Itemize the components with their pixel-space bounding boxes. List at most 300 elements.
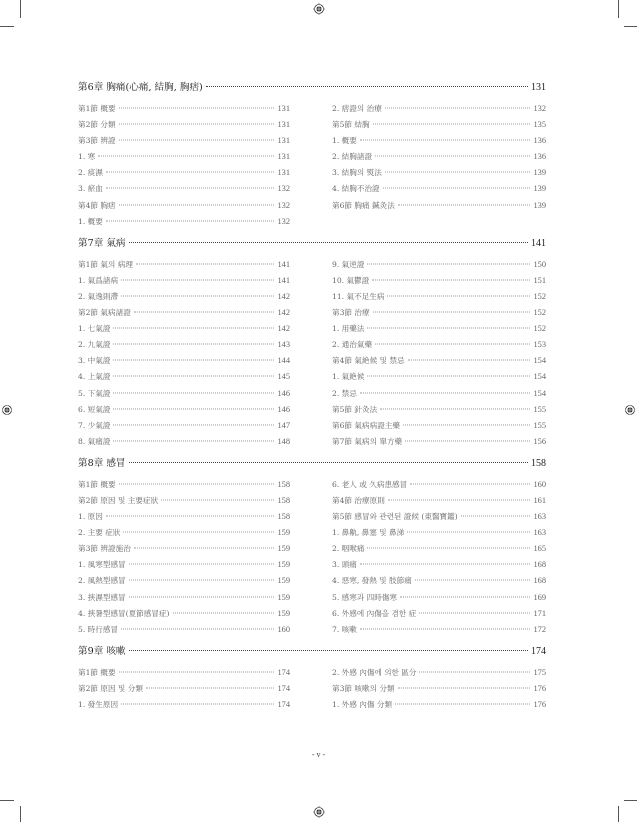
toc-entry[interactable] bbox=[78, 557, 290, 573]
entry-column-left bbox=[78, 665, 290, 713]
chapter-entries bbox=[78, 477, 546, 638]
dot-leader bbox=[367, 328, 530, 329]
entry-label: 6. 老人 或 久病患感冒 bbox=[332, 479, 408, 489]
entry-label: 7. 咳嗽 bbox=[332, 624, 357, 634]
entry-page: 159 bbox=[277, 592, 290, 602]
dot-leader bbox=[129, 564, 275, 565]
entry-label: 4. 惡寒, 發熱 및 肢節痛 bbox=[332, 576, 412, 586]
toc-entry[interactable] bbox=[78, 198, 290, 214]
entry-page: 154 bbox=[533, 372, 546, 382]
entry-label: 2. 外感 內傷에 의한 區分 bbox=[332, 667, 417, 677]
entry-page: 159 bbox=[277, 608, 290, 618]
entry-page: 161 bbox=[533, 495, 546, 505]
entry-label: 2. 痰濕 bbox=[78, 168, 103, 178]
dot-leader bbox=[385, 108, 531, 109]
chapter-heading[interactable] bbox=[78, 644, 546, 660]
dot-leader bbox=[129, 650, 528, 651]
entry-page: 147 bbox=[277, 420, 290, 430]
toc-entry[interactable] bbox=[78, 101, 290, 117]
entry-page: 132 bbox=[533, 104, 546, 113]
dot-leader bbox=[372, 279, 530, 280]
dot-leader bbox=[360, 140, 531, 141]
entry-label: 第3節 辨證施治 bbox=[78, 544, 131, 554]
entry-label: 6. 短氣證 bbox=[78, 404, 111, 414]
dot-leader bbox=[106, 172, 275, 173]
entry-page: 174 bbox=[277, 700, 290, 709]
toc-entry[interactable] bbox=[332, 198, 546, 214]
toc-entry[interactable] bbox=[78, 606, 290, 622]
entry-label: 5. 時行感冒 bbox=[78, 624, 119, 634]
entry-label: 2. 結胸諸證 bbox=[332, 152, 373, 162]
entry-page: 131 bbox=[277, 168, 290, 178]
entry-page: 143 bbox=[277, 340, 290, 350]
entry-label: 1. 寒 bbox=[78, 152, 96, 162]
entry-column-left bbox=[78, 101, 290, 230]
entry-label: 2. 咽喉痛 bbox=[332, 544, 365, 554]
entry-label: 第2節 原因 및 主要症狀 bbox=[78, 495, 159, 505]
crop-mark-bottom-left-h bbox=[0, 800, 14, 801]
entry-label: 7. 少氣證 bbox=[78, 420, 111, 430]
toc-entry[interactable] bbox=[78, 133, 290, 149]
dot-leader bbox=[375, 156, 530, 157]
dot-leader bbox=[121, 279, 274, 280]
dot-leader bbox=[113, 408, 274, 409]
toc-entry[interactable] bbox=[78, 477, 290, 493]
entry-label: 1. 氣絶候 bbox=[332, 372, 365, 382]
dot-leader bbox=[415, 580, 531, 581]
toc-entry[interactable] bbox=[78, 402, 290, 418]
toc-entry[interactable] bbox=[78, 681, 290, 697]
entry-page: 139 bbox=[533, 184, 546, 194]
entry-label: 第2節 原因 및 分類 bbox=[78, 683, 143, 693]
dot-leader bbox=[134, 312, 275, 313]
toc-entry[interactable] bbox=[78, 353, 290, 369]
entry-page: 159 bbox=[277, 560, 290, 570]
toc-entry[interactable] bbox=[332, 541, 546, 557]
entry-label: 第2節 分類 bbox=[78, 120, 116, 130]
chapter-entries bbox=[78, 665, 546, 713]
dot-leader bbox=[113, 440, 274, 441]
crop-mark-top-right-v bbox=[618, 0, 619, 18]
entry-page: 135 bbox=[533, 120, 546, 130]
entry-label: 5. 感寒과 四時傷寒 bbox=[332, 592, 397, 602]
toc-entry[interactable] bbox=[332, 289, 546, 305]
toc-entry[interactable] bbox=[332, 305, 546, 321]
entry-label: 1. 概要 bbox=[78, 216, 103, 226]
toc-entry[interactable] bbox=[78, 622, 290, 638]
entry-page: 165 bbox=[533, 544, 546, 554]
toc-entry[interactable] bbox=[332, 557, 546, 573]
table-of-contents bbox=[78, 80, 546, 719]
dot-leader bbox=[410, 483, 530, 484]
entry-label: 第5節 結胸 bbox=[332, 120, 370, 130]
entry-page: 176 bbox=[533, 683, 546, 693]
entry-label: 4. 上氣證 bbox=[78, 372, 111, 382]
entry-label: 第3節 治療 bbox=[332, 308, 370, 318]
dot-leader bbox=[121, 704, 274, 705]
dot-leader bbox=[121, 295, 274, 296]
toc-entry[interactable] bbox=[332, 273, 546, 289]
toc-entry[interactable] bbox=[332, 181, 546, 197]
entry-label: 6. 外感에 內傷을 겸한 症 bbox=[332, 608, 417, 618]
dot-leader bbox=[129, 462, 528, 463]
chapter-page: 158 bbox=[531, 457, 546, 469]
entry-label: 3. 挾濕型感冒 bbox=[78, 592, 126, 602]
dot-leader bbox=[98, 156, 274, 157]
dot-leader bbox=[136, 263, 274, 264]
toc-entry[interactable] bbox=[332, 622, 546, 638]
entry-page: 174 bbox=[277, 683, 290, 693]
toc-entry[interactable] bbox=[78, 665, 290, 681]
dot-leader bbox=[119, 204, 275, 205]
toc-entry[interactable] bbox=[332, 165, 546, 181]
crop-mark-bottom-right-h bbox=[624, 800, 637, 801]
entry-page: 139 bbox=[533, 168, 546, 178]
entry-page: 154 bbox=[533, 356, 546, 366]
toc-entry[interactable] bbox=[332, 369, 546, 385]
entry-page: 141 bbox=[277, 275, 290, 285]
entry-page: 131 bbox=[277, 104, 290, 113]
entry-label: 第5節 感冒와 관련된 證候 (東醫寶鑑) bbox=[332, 512, 458, 522]
dot-leader bbox=[360, 628, 531, 629]
dot-leader bbox=[405, 440, 530, 441]
dot-leader bbox=[400, 596, 530, 597]
dot-leader bbox=[113, 376, 274, 377]
chapter-heading[interactable] bbox=[78, 456, 546, 472]
entry-label: 第1節 氣의 病理 bbox=[78, 259, 133, 269]
toc-entry[interactable] bbox=[78, 493, 290, 509]
entry-label: 2. 風熱型感冒 bbox=[78, 576, 126, 586]
entry-page: 163 bbox=[533, 528, 546, 538]
dot-leader bbox=[373, 312, 531, 313]
entry-page: 142 bbox=[277, 324, 290, 334]
toc-entry[interactable] bbox=[332, 353, 546, 369]
chapter-title: 第6章 胸痛(心痛, 結胸, 胸痞) bbox=[78, 82, 203, 93]
entry-page: 131 bbox=[277, 136, 290, 146]
entry-page: 160 bbox=[533, 479, 546, 489]
entry-label: 第5節 針灸法 bbox=[332, 404, 378, 414]
dot-leader bbox=[113, 360, 274, 361]
entry-column-left bbox=[78, 477, 290, 638]
dot-leader bbox=[119, 124, 275, 125]
entry-label: 2. 通治氣藥 bbox=[332, 340, 373, 350]
entry-label: 1. 風寒型感冒 bbox=[78, 560, 126, 570]
dot-leader bbox=[119, 140, 275, 141]
entry-page: 174 bbox=[277, 667, 290, 677]
registration-mark-bottom-icon bbox=[313, 806, 325, 818]
entry-label: 第1節 概要 bbox=[78, 479, 116, 489]
toc-entry[interactable] bbox=[78, 697, 290, 713]
entry-page: 146 bbox=[277, 388, 290, 398]
entry-label: 5. 下氣證 bbox=[78, 388, 111, 398]
toc-entry[interactable] bbox=[332, 101, 546, 117]
entry-page: 151 bbox=[533, 275, 546, 285]
entry-page: 132 bbox=[277, 200, 290, 210]
entry-label: 第3節 辨證 bbox=[78, 136, 116, 146]
entry-page: 145 bbox=[277, 372, 290, 382]
entry-page: 159 bbox=[277, 528, 290, 538]
chapter-entries bbox=[78, 257, 546, 450]
entry-page: 150 bbox=[533, 259, 546, 269]
chapter-page: 141 bbox=[531, 237, 546, 249]
dot-leader bbox=[123, 532, 274, 533]
dot-leader bbox=[398, 204, 531, 205]
toc-entry[interactable] bbox=[332, 665, 546, 681]
toc-entry[interactable] bbox=[332, 525, 546, 541]
toc-entry[interactable] bbox=[78, 369, 290, 385]
entry-page: 152 bbox=[533, 291, 546, 301]
toc-entry[interactable] bbox=[78, 257, 290, 273]
toc-entry[interactable] bbox=[78, 541, 290, 557]
entry-label: 2. 痞證의 治療 bbox=[332, 104, 382, 113]
toc-entry[interactable] bbox=[78, 509, 290, 525]
entry-page: 131 bbox=[277, 152, 290, 162]
entry-label: 4. 挾暑型感冒(夏節感冒症) bbox=[78, 608, 170, 618]
dot-leader bbox=[388, 499, 531, 500]
entry-label: 1. 用藥法 bbox=[332, 324, 365, 334]
toc-entry[interactable] bbox=[332, 337, 546, 353]
dot-leader bbox=[129, 242, 528, 243]
dot-leader bbox=[380, 408, 530, 409]
dot-leader bbox=[398, 687, 531, 688]
dot-leader bbox=[113, 392, 274, 393]
entry-label: 9. 氣逆證 bbox=[332, 259, 365, 269]
entry-page: 141 bbox=[277, 259, 290, 269]
toc-entry[interactable] bbox=[332, 117, 546, 133]
toc-entry[interactable] bbox=[332, 477, 546, 493]
entry-label: 10. 氣鬱證 bbox=[332, 275, 370, 285]
toc-entry[interactable] bbox=[332, 681, 546, 697]
entry-label: 2. 禁忌 bbox=[332, 388, 357, 398]
entry-page: 136 bbox=[533, 136, 546, 146]
dot-leader bbox=[385, 172, 531, 173]
toc-entry[interactable] bbox=[332, 573, 546, 589]
entry-page: 176 bbox=[533, 700, 546, 709]
entry-label: 第4節 胸痞 bbox=[78, 200, 116, 210]
entry-label: 1. 概要 bbox=[332, 136, 357, 146]
dot-leader bbox=[419, 671, 530, 672]
toc-entry[interactable] bbox=[78, 149, 290, 165]
dot-leader bbox=[403, 424, 530, 425]
entry-page: 142 bbox=[277, 291, 290, 301]
entry-page: 148 bbox=[277, 436, 290, 446]
toc-entry[interactable] bbox=[332, 434, 546, 450]
crop-mark-bottom-right-v bbox=[618, 806, 619, 822]
toc-entry[interactable] bbox=[78, 418, 290, 434]
entry-page: 155 bbox=[533, 420, 546, 430]
page-number: - v - bbox=[311, 750, 326, 759]
chapter-heading[interactable] bbox=[78, 236, 546, 252]
entry-page: 132 bbox=[277, 216, 290, 226]
crop-mark-top-left-h bbox=[0, 26, 14, 27]
entry-label: 1. 發生原因 bbox=[78, 700, 119, 709]
chapter-page: 131 bbox=[531, 82, 546, 93]
entry-page: 136 bbox=[533, 152, 546, 162]
crop-mark-top-right-h bbox=[624, 26, 637, 27]
entry-label: 3. 頭痛 bbox=[332, 560, 357, 570]
toc-entry[interactable] bbox=[332, 386, 546, 402]
entry-page: 159 bbox=[277, 576, 290, 586]
entry-label: 3. 結胸의 熨法 bbox=[332, 168, 382, 178]
toc-entry[interactable] bbox=[332, 509, 546, 525]
toc-entry[interactable] bbox=[332, 257, 546, 273]
crop-mark-top-left-v bbox=[20, 0, 21, 18]
entry-page: 158 bbox=[277, 512, 290, 522]
entry-page: 152 bbox=[533, 324, 546, 334]
entry-label: 第6節 氣病病證主藥 bbox=[332, 420, 400, 430]
toc-entry[interactable] bbox=[78, 305, 290, 321]
toc-entry[interactable] bbox=[332, 418, 546, 434]
chapter-page: 174 bbox=[531, 645, 546, 657]
entry-column-right bbox=[332, 257, 546, 450]
toc-entry[interactable] bbox=[332, 697, 546, 713]
entry-label: 1. 原因 bbox=[78, 512, 103, 522]
toc-entry[interactable] bbox=[332, 133, 546, 149]
toc-entry[interactable] bbox=[332, 402, 546, 418]
entry-page: 155 bbox=[533, 404, 546, 414]
entry-column-right bbox=[332, 101, 546, 230]
toc-entry[interactable] bbox=[78, 214, 290, 230]
entry-page: 153 bbox=[533, 340, 546, 350]
entry-label: 1. 氣爲諸病 bbox=[78, 275, 119, 285]
chapter-entries bbox=[78, 101, 546, 230]
toc-entry[interactable] bbox=[332, 149, 546, 165]
entry-label: 2. 九氣證 bbox=[78, 340, 111, 350]
toc-entry[interactable] bbox=[78, 289, 290, 305]
dot-leader bbox=[119, 671, 275, 672]
dot-leader bbox=[360, 392, 531, 393]
dot-leader bbox=[106, 220, 275, 221]
dot-leader bbox=[119, 108, 275, 109]
dot-leader bbox=[383, 188, 531, 189]
dot-leader bbox=[367, 263, 530, 264]
entry-label: 4. 結胸不治證 bbox=[332, 184, 380, 194]
dot-leader bbox=[419, 612, 530, 613]
toc-entry[interactable] bbox=[78, 165, 290, 181]
toc-entry[interactable] bbox=[332, 321, 546, 337]
dot-leader bbox=[113, 328, 274, 329]
entry-page: 175 bbox=[533, 667, 546, 677]
entry-page: 132 bbox=[277, 184, 290, 194]
chapter-title: 第9章 咳嗽 bbox=[78, 645, 126, 657]
dot-leader bbox=[360, 564, 531, 565]
dot-leader bbox=[408, 360, 531, 361]
dot-leader bbox=[173, 612, 275, 613]
chapter-heading[interactable] bbox=[78, 80, 546, 96]
entry-page: 154 bbox=[533, 388, 546, 398]
entry-label: 第2節 氣病諸證 bbox=[78, 308, 131, 318]
toc-entry[interactable] bbox=[78, 573, 290, 589]
toc-entry[interactable] bbox=[78, 321, 290, 337]
toc-entry[interactable] bbox=[78, 117, 290, 133]
toc-entry[interactable] bbox=[78, 386, 290, 402]
entry-page: 159 bbox=[277, 544, 290, 554]
dot-leader bbox=[113, 424, 274, 425]
registration-mark-right-icon bbox=[624, 404, 636, 416]
dot-leader bbox=[387, 295, 530, 296]
entry-label: 第7節 氣病의 單方藥 bbox=[332, 436, 403, 446]
entry-label: 2. 主要 症狀 bbox=[78, 528, 121, 538]
entry-label: 3. 中氣證 bbox=[78, 356, 111, 366]
entry-label: 第4節 治療原則 bbox=[332, 495, 385, 505]
toc-entry[interactable] bbox=[78, 181, 290, 197]
entry-page: 168 bbox=[533, 576, 546, 586]
dot-leader bbox=[373, 124, 531, 125]
dot-leader bbox=[129, 580, 275, 581]
entry-label: 第6節 胸痛 鍼灸法 bbox=[332, 200, 395, 210]
entry-label: 第4節 氣絶候 및 禁忌 bbox=[332, 356, 405, 366]
entry-page: 139 bbox=[533, 200, 546, 210]
toc-entry[interactable] bbox=[78, 590, 290, 606]
entry-label: 1. 七氣證 bbox=[78, 324, 111, 334]
entry-label: 1. 鼻鼽, 鼻塞 및 鼻涕 bbox=[332, 528, 405, 538]
entry-column-right bbox=[332, 665, 546, 713]
dot-leader bbox=[206, 86, 528, 87]
entry-label: 8. 氣痛證 bbox=[78, 436, 111, 446]
dot-leader bbox=[119, 483, 275, 484]
entry-page: 163 bbox=[533, 512, 546, 522]
entry-page: 131 bbox=[277, 120, 290, 130]
entry-label: 第1節 概要 bbox=[78, 104, 116, 113]
entry-page: 172 bbox=[533, 624, 546, 634]
entry-page: 158 bbox=[277, 495, 290, 505]
entry-label: 3. 瘀血 bbox=[78, 184, 103, 194]
entry-page: 142 bbox=[277, 308, 290, 318]
entry-label: 11. 氣不足生病 bbox=[332, 291, 385, 301]
dot-leader bbox=[113, 344, 274, 345]
entry-label: 2. 氣逸則滯 bbox=[78, 291, 119, 301]
dot-leader bbox=[367, 548, 530, 549]
entry-page: 156 bbox=[533, 436, 546, 446]
dot-leader bbox=[129, 596, 275, 597]
dot-leader bbox=[146, 687, 274, 688]
toc-entry[interactable] bbox=[332, 590, 546, 606]
entry-label: 第3節 咳嗽의 分類 bbox=[332, 683, 395, 693]
dot-leader bbox=[106, 188, 275, 189]
entry-page: 160 bbox=[277, 624, 290, 634]
dot-leader bbox=[106, 516, 275, 517]
entry-label: 1. 外感 內傷 分類 bbox=[332, 700, 393, 709]
toc-entry[interactable] bbox=[78, 273, 290, 289]
entry-label: 第1節 概要 bbox=[78, 667, 116, 677]
entry-column-left bbox=[78, 257, 290, 450]
dot-leader bbox=[375, 344, 530, 345]
dot-leader bbox=[367, 376, 530, 377]
dot-leader bbox=[395, 704, 530, 705]
dot-leader bbox=[161, 499, 274, 500]
crop-mark-bottom-left-v bbox=[20, 806, 21, 822]
toc-entry[interactable] bbox=[78, 337, 290, 353]
entry-page: 158 bbox=[277, 479, 290, 489]
toc-entry[interactable] bbox=[78, 434, 290, 450]
entry-page: 169 bbox=[533, 592, 546, 602]
dot-leader bbox=[134, 548, 275, 549]
dot-leader bbox=[121, 628, 274, 629]
chapter-title: 第7章 氣病 bbox=[78, 237, 126, 249]
entry-page: 146 bbox=[277, 404, 290, 414]
chapter-title: 第8章 感冒 bbox=[78, 457, 126, 469]
entry-page: 168 bbox=[533, 560, 546, 570]
dot-leader bbox=[407, 532, 530, 533]
entry-page: 152 bbox=[533, 308, 546, 318]
registration-mark-left-icon bbox=[1, 404, 13, 416]
registration-mark-top-icon bbox=[313, 3, 325, 15]
entry-page: 144 bbox=[277, 356, 290, 366]
toc-entry[interactable] bbox=[332, 606, 546, 622]
dot-leader bbox=[461, 516, 531, 517]
toc-entry[interactable] bbox=[332, 493, 546, 509]
toc-entry[interactable] bbox=[78, 525, 290, 541]
